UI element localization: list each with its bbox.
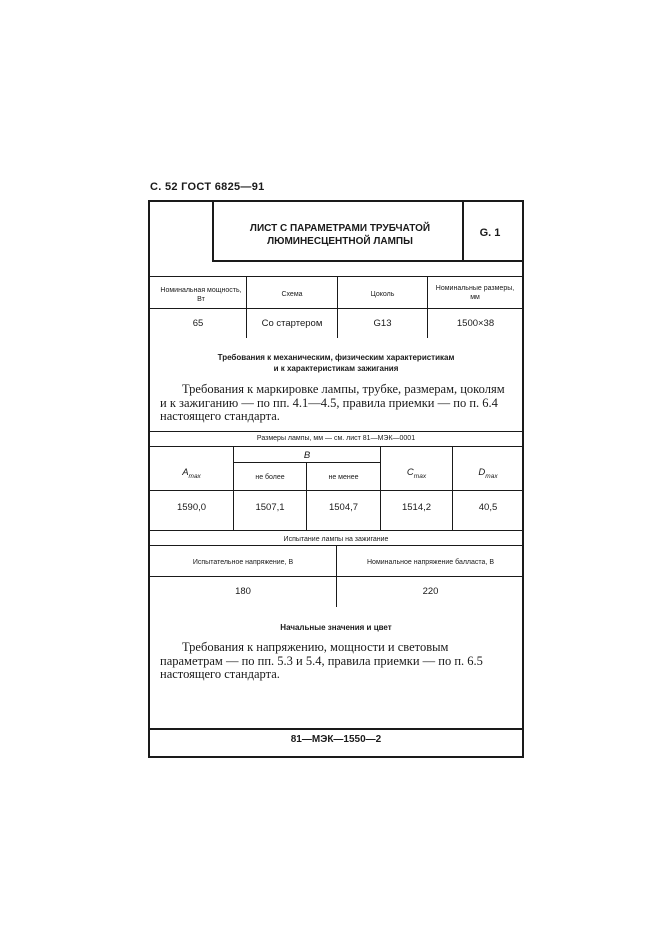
table2-header-c-sub: max [413,472,427,480]
table1-value-dimensions: 1500×38 [456,318,495,329]
table1-header-power: Номинальная мощность, Вт [160,287,242,303]
table1-col-divider-3 [427,276,428,338]
table1-value-power: 65 [192,318,204,329]
table2-header-d [453,467,523,480]
sheet-title [230,222,450,248]
table1-header-rule [148,308,524,309]
table2-header-a-sub: max [188,472,201,480]
table3-value-ballast-voltage: 220 [422,586,439,597]
table2-header-a-letter: A [182,467,189,478]
table3-value-test-voltage: 180 [235,586,251,597]
table2-col-divider-4 [452,446,453,530]
table1-col-divider-1 [246,276,247,338]
section2-title: Начальные значения и цвет [280,623,392,632]
table3-caption: Испытание лампы на зажигание [283,536,389,543]
table2-top-rule [148,431,524,432]
table2-header-d-letter: D [478,467,486,478]
table2-col-divider-3 [380,446,381,530]
table2-value-b-max: 1507,1 [255,502,285,513]
table3-header-test-voltage: Испытательное напряжение, В [192,559,294,566]
table2-value-d: 40,5 [478,502,498,513]
section1-text: Требования к маркировке лампы, трубке, размерам, цоколям и к зажиганию — по пп. 4.1—4.5, правила приемки — по п. 6.4 настоящего стандарта. [160,382,505,423]
page-header: С. 52 ГОСТ 6825—91 [150,181,265,193]
table1-value-base: G13 [373,318,392,329]
table2-header-b: B [303,450,311,461]
sheet-number: G. 1 [479,227,501,239]
table2-caption-rule [148,446,524,447]
table2-value-a: 1590,0 [176,502,207,513]
table2-header-b-min: не менее [328,474,359,481]
section1-title [160,352,512,374]
table2-header-b-max: не более [255,474,285,481]
footer-code: 81—МЭК—1550—2 [290,734,382,745]
sheet-title-line2: ЛЮМИНЕСЦЕНТНОЙ ЛАМПЫ [267,236,413,247]
table1-header-scheme: Схема [281,291,303,298]
table2-header-c [381,467,452,480]
table1-value-scheme: Со стартером [261,318,323,329]
section2-text: Требования к напряжению, мощности и световым параметрам — по пп. 5.3 и 5.4, правила приемки — по п. 6.5 настоящего стандарта. [160,640,483,681]
footer-rule [148,728,524,730]
table1-col-divider-2 [337,276,338,338]
table2-header-rule [148,490,524,491]
table1-header-dimensions: Номинальные размеры, мм [435,285,515,301]
table2-bottom-rule [148,530,524,531]
table2-header-c-letter: C [406,467,414,478]
table1-top-rule [148,276,524,277]
sheet-title-line1: ЛИСТ С ПАРАМЕТРАМИ ТРУБЧАТОЙ [249,223,431,234]
section1-title-line1: Требования к механическим, физическим характеристикам [217,353,455,362]
table2-caption: Размеры лампы, мм — см. лист 81—МЭК—0001 [256,435,416,442]
table2-header-a [150,467,233,480]
title-bottom-rule [212,260,524,262]
title-right-divider [462,200,464,262]
title-left-divider [212,200,214,262]
section1-title-line2: и к характеристикам зажигания [273,364,399,373]
table2-value-c: 1514,2 [401,502,432,513]
table3-header-ballast-voltage: Номинальное напряжение балласта, В [367,559,494,566]
table1-header-base: Цоколь [370,291,395,298]
table2-value-b-min: 1504,7 [328,502,359,513]
table2-header-d-sub: max [485,472,498,480]
table3-header-rule [148,576,524,577]
